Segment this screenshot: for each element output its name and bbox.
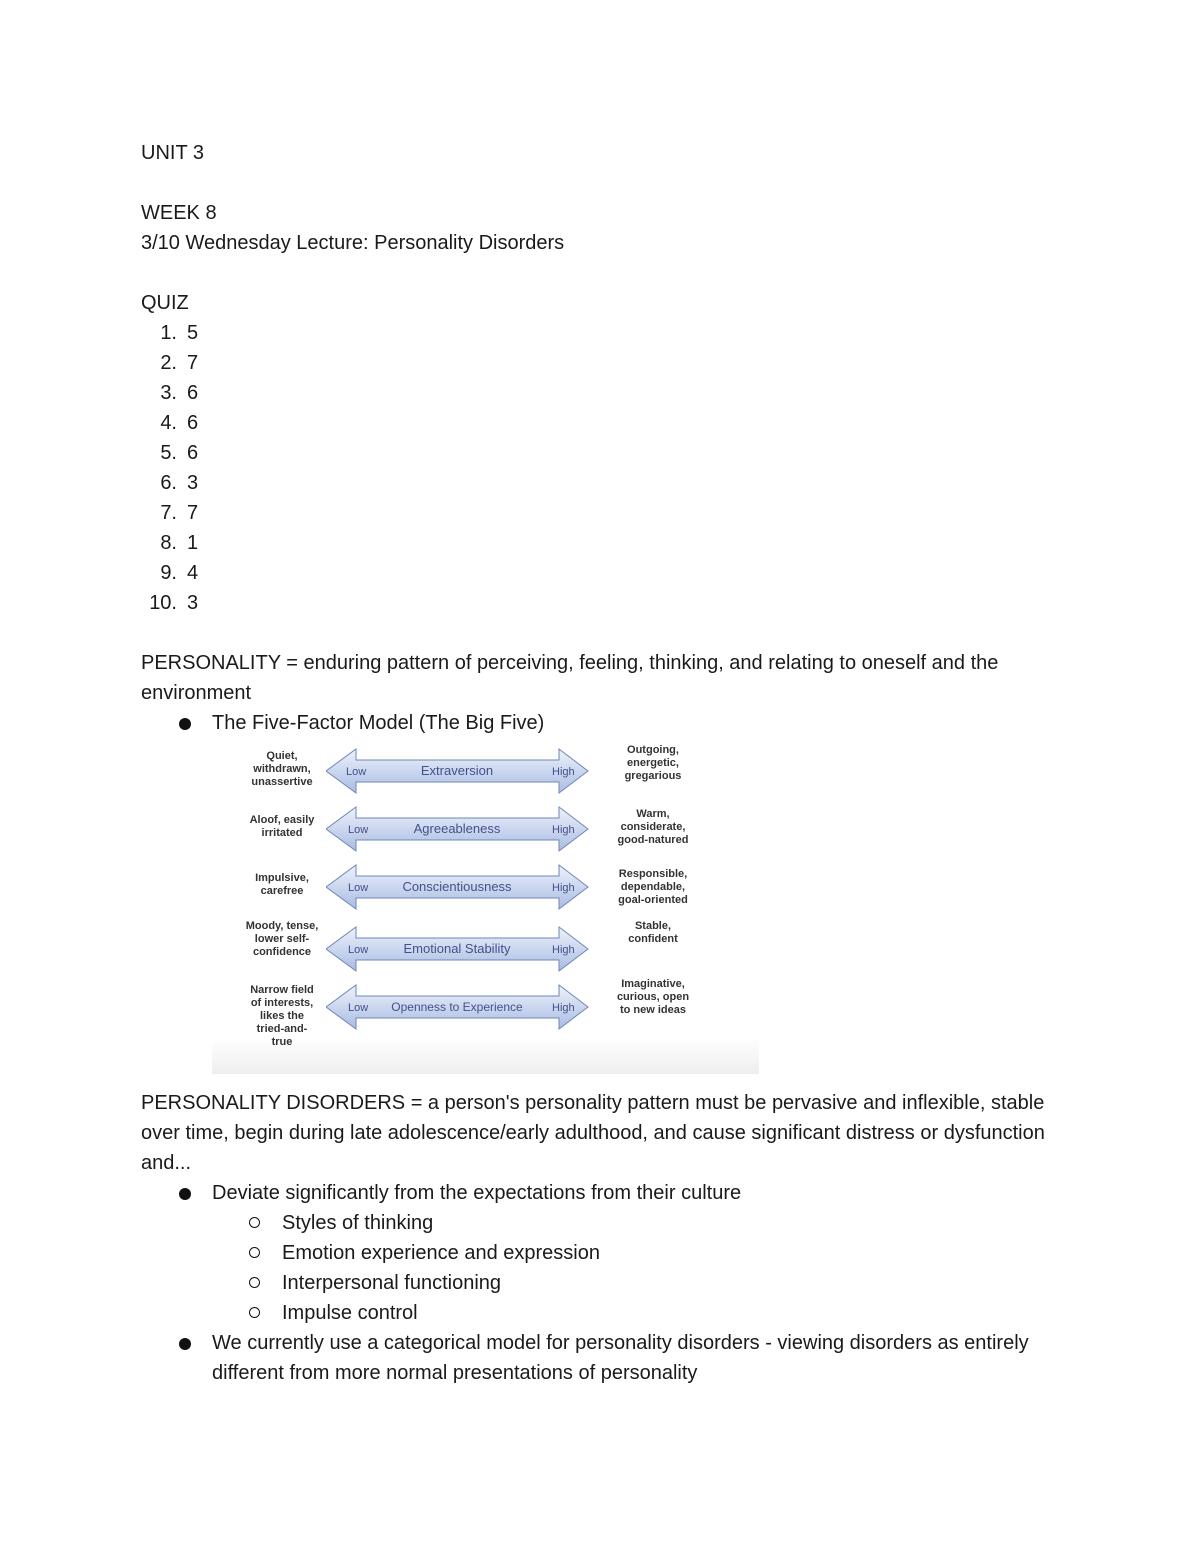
personality-definition [141,648,1061,708]
low-label: Low [348,944,369,956]
low-label: Low [348,1002,369,1014]
sub-bullet-item: Interpersonal functioning [141,1268,1061,1298]
lecture-title: 3/10 Wednesday Lecture: Personality Disorders [141,232,565,254]
quiz-answer: 7. 7 [160,502,199,524]
unit-heading: UNIT 3 [141,142,204,164]
double-arrow-icon [326,746,596,796]
quiz-answer: 9. 4 [160,562,199,584]
trait-row-extraversion [212,746,759,804]
quiz-answer: 2. 7 [160,352,199,374]
quiz-heading: QUIZ [141,292,189,314]
bullet-item: Deviate significantly from the expectations from their culture [141,1178,1061,1208]
bullet-item: We currently use a categorical model for personality disorders - viewing disorders as entirely different from more normal presentations of personality [141,1328,1061,1388]
trait-high-description: Outgoing, energetic, gregarious [624,744,682,782]
high-label: High [552,1002,575,1014]
sub-bullet-item: Styles of thinking [141,1208,1061,1238]
trait-row-openness [212,978,759,1048]
trait-low-description: Impulsive, carefree [255,872,309,897]
trait-low-description: Narrow field of interests, likes the tried-and- true [250,984,314,1048]
high-label: High [552,766,575,778]
quiz-answer: 4. 6 [160,412,199,434]
trait-name: Emotional Stability [403,941,511,956]
low-label: Low [348,824,369,836]
trait-name: Conscientiousness [402,879,512,894]
trait-low-description: Aloof, easily irritated [249,814,315,839]
quiz-answer-list [141,318,1061,618]
disorders-term: PERSONALITY DISORDERS [141,1092,406,1114]
five-factor-heading: The Five-Factor Model (The Big Five) [212,712,545,734]
quiz-answer: 5. 6 [160,442,199,464]
quiz-answer: 6. 3 [160,472,199,494]
trait-high-description: Imaginative, curious, open to new ideas [616,978,690,1016]
hollow-bullet-icon [249,1217,260,1228]
trait-low-description: Quiet, withdrawn, unassertive [251,750,313,788]
personality-term: PERSONALITY [141,652,281,674]
double-arrow-icon [326,804,596,854]
trait-high-description: Warm, considerate, good-natured [617,808,689,846]
high-label: High [552,824,575,836]
trait-row-agreeableness [212,804,759,862]
hollow-bullet-icon [249,1277,260,1288]
quiz-answer: 10. 3 [149,592,199,614]
quiz-answer: 3. 6 [160,382,199,404]
high-label: High [552,944,575,956]
week-heading: WEEK 8 [141,202,217,224]
trait-name: Openness to Experience [391,1000,523,1014]
hollow-bullet-icon [249,1307,260,1318]
trait-row-emotional-stability [212,920,759,982]
bullet-icon [179,718,191,730]
bullet-item [141,708,1061,738]
bullet-icon [179,1188,191,1200]
double-arrow-icon [326,982,596,1032]
low-label: Low [348,882,369,894]
personality-definition-text: = enduring pattern of perceiving, feeling, thinking, and relating to oneself and the environment [141,652,999,704]
trait-high-description: Stable, confident [628,920,678,945]
document-body [141,138,1061,1388]
high-label: High [552,882,575,894]
big-five-figure [212,738,759,1074]
trait-high-description: Responsible, dependable, goal-oriented [618,868,688,906]
quiz-answer: 1. 5 [160,322,199,344]
sub-bullet-item: Impulse control [141,1298,1061,1328]
bullet-icon [179,1338,191,1350]
quiz-answer: 8. 1 [160,532,199,554]
sub-bullet-item: Emotion experience and expression [141,1238,1061,1268]
disorders-definition-text: = a person's personality pattern must be pervasive and inflexible, stable over time, begin during late adolescence/early adulthood, and cause significant distress or dysfunction and... [141,1092,1045,1174]
trait-name: Agreeableness [413,821,501,836]
double-arrow-icon [326,924,596,974]
trait-row-conscientiousness [212,862,759,920]
disorders-definition [141,1088,1061,1178]
trait-name: Extraversion [420,763,494,778]
low-label: Low [346,766,367,778]
trait-low-description: Moody, tense, lower self- confidence [245,920,319,958]
hollow-bullet-icon [249,1247,260,1258]
double-arrow-icon [326,862,596,912]
